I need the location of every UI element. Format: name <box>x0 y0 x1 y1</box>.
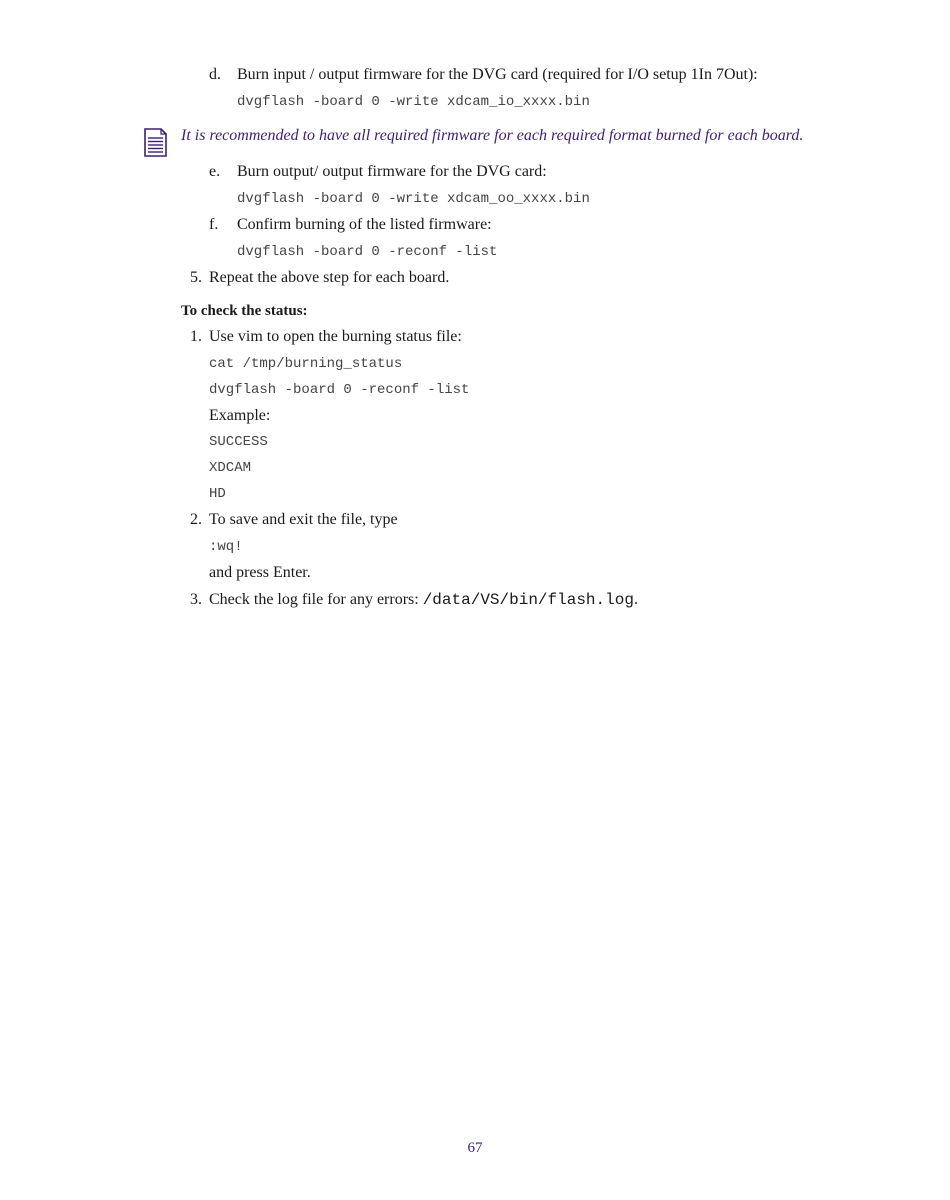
status-step-3-end: . <box>633 591 638 608</box>
step-e-marker: e. <box>209 163 221 180</box>
status-step-1-marker: 1. <box>190 328 202 345</box>
step-f-text: Confirm burning of the listed firmware: <box>237 216 492 233</box>
status-step-1-cmd2: dvgflash -board 0 -reconf -list <box>209 382 470 398</box>
step-d-command: dvgflash -board 0 -write xdcam_io_xxxx.bin <box>237 94 590 110</box>
status-step-3-marker: 3. <box>190 591 202 608</box>
step-d-marker: d. <box>209 66 221 83</box>
step-f-marker: f. <box>209 216 219 233</box>
example-line: SUCCESS <box>209 434 268 450</box>
step-e-text: Burn output/ output firmware for the DVG card: <box>237 163 547 180</box>
page-number: 67 <box>467 1140 483 1156</box>
step-d-text: Burn input / output firmware for the DVG card (required for I/O setup 1In 7Out): <box>237 66 758 83</box>
status-step-2-text: To save and exit the file, type <box>209 511 398 528</box>
example-line: HD <box>209 486 226 502</box>
note-icon <box>142 128 168 158</box>
note-text: It is recommended to have all required firmware for each required format burned for each board. <box>181 127 804 144</box>
log-file-path: /data/VS/bin/flash.log <box>422 591 634 609</box>
status-step-2-command: :wq! <box>209 539 243 555</box>
status-step-1-text: Use vim to open the burning status file: <box>209 328 462 345</box>
example-label: Example: <box>209 407 271 424</box>
status-step-2-marker: 2. <box>190 511 202 528</box>
status-step-3-line <box>209 590 638 610</box>
example-line: XDCAM <box>209 460 252 476</box>
step-5-text: Repeat the above step for each board. <box>209 269 450 286</box>
step-e-command: dvgflash -board 0 -write xdcam_oo_xxxx.bin <box>237 191 590 207</box>
step-f-command: dvgflash -board 0 -reconf -list <box>237 244 498 260</box>
step-5-marker: 5. <box>190 269 202 286</box>
status-step-3-text: Check the log file for any errors: <box>209 591 423 608</box>
status-step-2-after: and press Enter. <box>209 564 311 581</box>
status-step-1-cmd1: cat /tmp/burning_status <box>209 356 403 372</box>
section-heading: To check the status: <box>181 303 308 319</box>
